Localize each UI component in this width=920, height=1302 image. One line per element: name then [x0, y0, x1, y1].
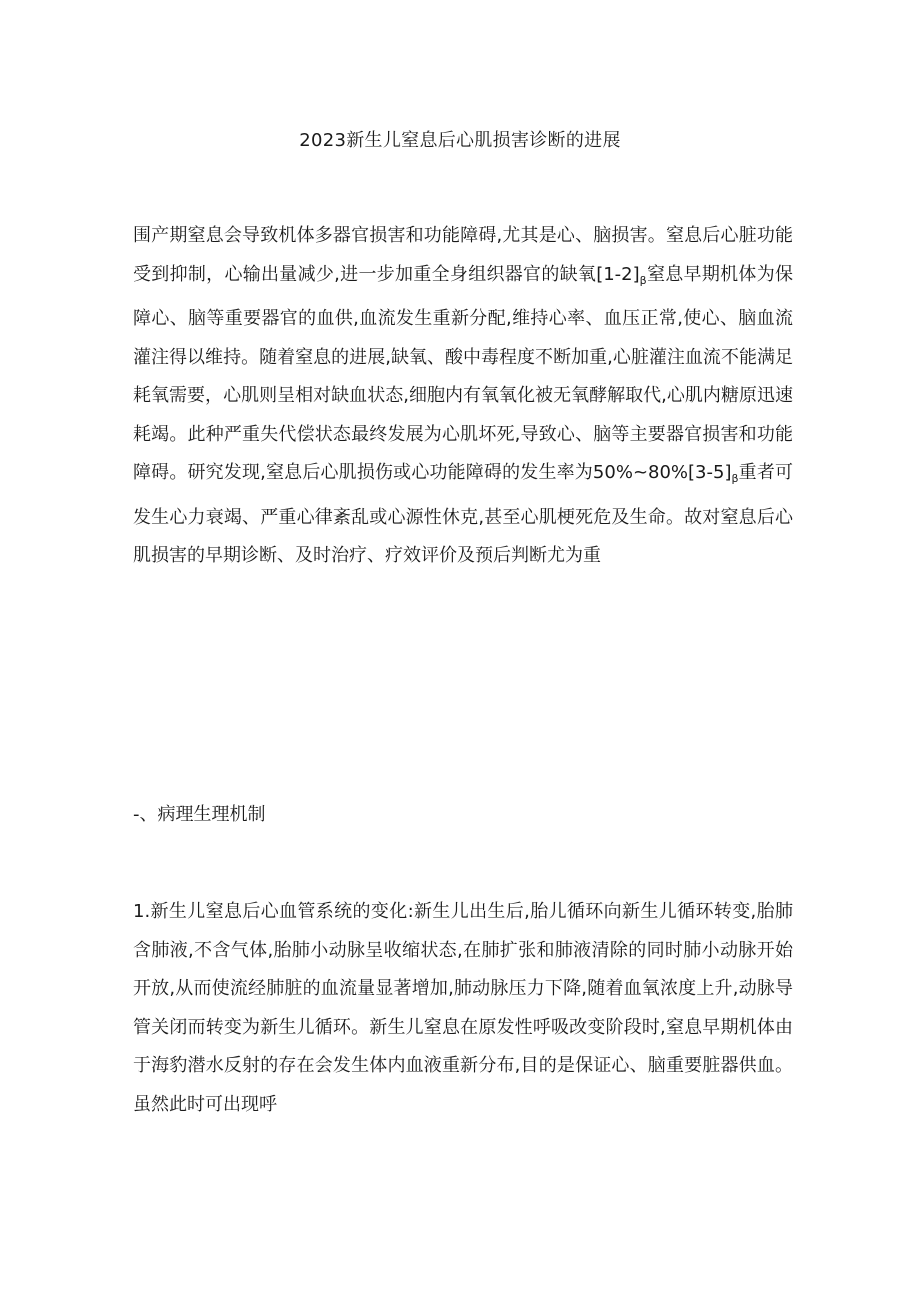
intro-text-part-1: 围产期窒息会导致机体多器官损害和功能障碍,尤其是心、脑损害。窒息后心脏功能受到抑制，心输出量减少,进一步加重全身组织器官的缺氧[1-2]	[133, 225, 793, 285]
intro-text-part-2: 窒息早期机体为保障心、脑等重要器官的血供,血流发生重新分配,维持心率、血压正常,使心、脑血流灌注得以维持。随着窒息的进展,缺氧、酸中毒程度不断加重,心脏灌注血流不能满足耗氧需要，心肌则呈相对缺血状态,细胞内有氧氧化被无氧酵解取代,心肌内糖原迅速耗竭。此种严重失代偿状态最终发展为心肌坏死,导致心、脑等主要器官损害和功能障碍。研究发现,窒息后心肌损伤或心功能障碍的发生率为50%~80%[3-5]	[133, 263, 793, 483]
intro-paragraph	[133, 217, 793, 576]
citation-subscript: β	[731, 472, 739, 485]
document-title: 2023新生儿窒息后心肌损害诊断的进展	[299, 130, 621, 151]
citation-subscript: β	[639, 273, 647, 287]
section-heading: -、病理生理机制	[133, 804, 266, 825]
section-paragraph: 1.新生儿窒息后心血管系统的变化:新生儿出生后,胎儿循环向新生儿循环转变,胎肺含肺液,不含气体,胎肺小动脉呈收缩状态,在肺扩张和肺液清除的同时肺小动脉开始开放,从而使流经肺脏的血流量显著增加,肺动脉压力下降,随着血氧浓度上升,动脉导管关闭而转变为新生儿循环。新生儿窒息在原发性呼吸改变阶段时,窒息早期机体由于海豹潜水反射的存在会发生体内血液重新分布,目的是保证心、脑重要脏器供血。虽然此时可出现呼	[133, 901, 793, 1115]
intro-text-part-3: 重者可发生心力衰竭、严重心律紊乱或心源性休克,甚至心肌梗死危及生命。故对窒息后心肌损害的早期诊断、及时治疗、疗效评价及预后判断尤为重	[133, 462, 794, 566]
